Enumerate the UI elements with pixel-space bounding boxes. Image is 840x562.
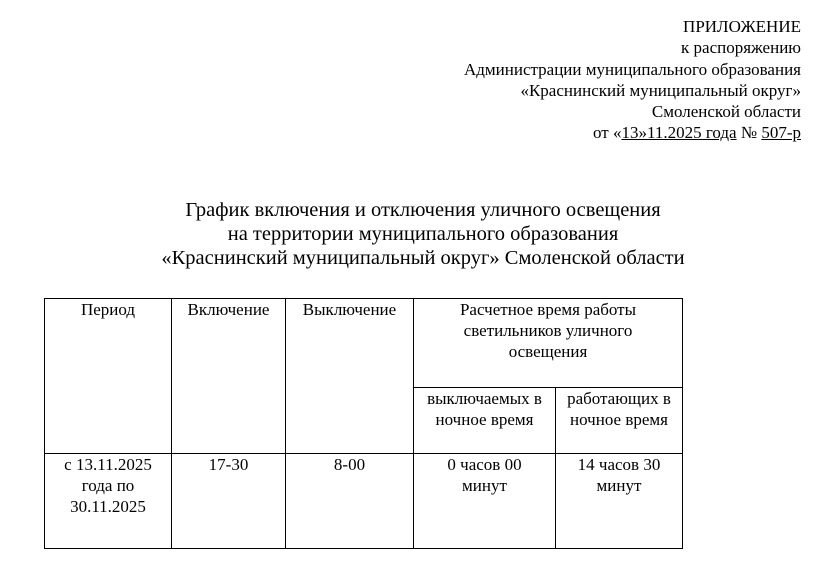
date-underlined bbox=[621, 123, 736, 142]
date-mid: » bbox=[638, 123, 647, 143]
cell-night-on bbox=[556, 454, 683, 549]
appendix-date-number bbox=[464, 122, 801, 143]
appendix-line-region: Смоленской области bbox=[651, 102, 801, 122]
header-sub-off-text: выключаемых в ночное время bbox=[427, 389, 542, 429]
cell-night-off-text: 0 часов 00 минут bbox=[447, 455, 522, 495]
cell-night-on-text: 14 часов 30 минут bbox=[577, 455, 661, 495]
header-sub-off bbox=[414, 388, 556, 454]
date-rest: 11.2025 года bbox=[646, 123, 737, 143]
heading-line-1: График включения и отключения уличного освещения bbox=[185, 199, 661, 221]
date-prefix: от « bbox=[593, 123, 622, 143]
header-calc-text: Расчетное время работы светильников уличного освещения bbox=[459, 300, 637, 361]
cell-period bbox=[45, 454, 172, 549]
document-heading bbox=[0, 198, 840, 270]
appendix-line-order: к распоряжению bbox=[681, 38, 801, 58]
header-on: Включение bbox=[172, 299, 286, 454]
header-period: Период bbox=[45, 299, 172, 454]
appendix-title: ПРИЛОЖЕНИЕ bbox=[683, 17, 801, 36]
cell-off: 8-00 bbox=[286, 454, 414, 549]
cell-night-off bbox=[414, 454, 556, 549]
document-number: 507-р bbox=[761, 123, 801, 143]
heading-line-3: «Краснинский муниципальный округ» Смоленской области bbox=[161, 247, 685, 269]
header-off: Выключение bbox=[286, 299, 414, 454]
appendix-block bbox=[464, 16, 801, 144]
heading-line-2: на территории муниципального образования bbox=[227, 223, 619, 245]
date-day: 13 bbox=[621, 123, 639, 143]
cell-on: 17-30 bbox=[172, 454, 286, 549]
lighting-schedule-table bbox=[44, 298, 683, 549]
header-sub-on bbox=[556, 388, 683, 454]
appendix-line-administration: Администрации муниципального образования bbox=[464, 59, 801, 79]
appendix-line-district: «Краснинский муниципальный округ» bbox=[520, 80, 801, 100]
header-sub-on-text: работающих в ночное время bbox=[567, 389, 671, 429]
cell-period-text: с 13.11.2025 года по 30.11.2025 bbox=[64, 455, 152, 516]
header-calc-time bbox=[414, 299, 683, 388]
number-prefix: № bbox=[736, 123, 762, 143]
